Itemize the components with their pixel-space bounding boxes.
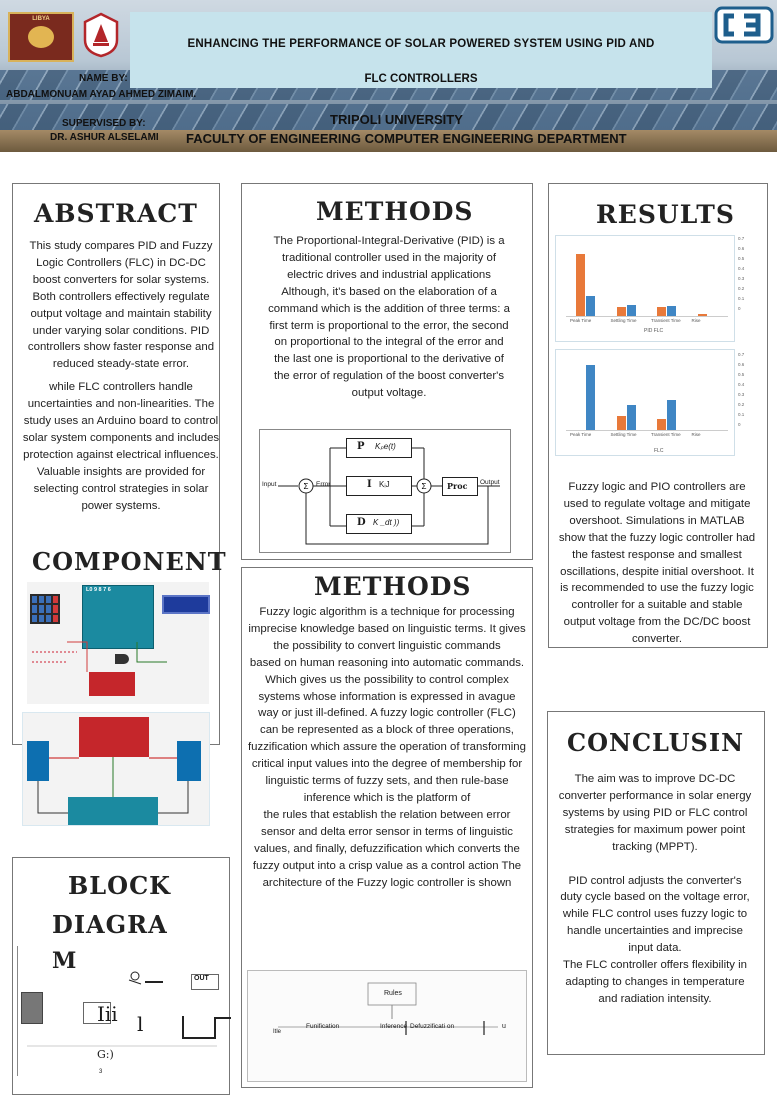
x-tick-label: Transient Time	[651, 318, 681, 323]
block-connectors	[17, 946, 232, 1076]
conclusion-heading: CONCLUSIN	[567, 728, 745, 757]
y-tick-label: 0.7	[738, 236, 745, 241]
d-block	[346, 514, 412, 534]
circuit-wiring-image	[22, 712, 210, 826]
three-label: 3	[99, 1069, 103, 1075]
bar-flc-0	[586, 296, 595, 316]
university-name: TRIPOLI UNIVERSITY	[330, 112, 463, 127]
sum-symbol-1: Σ	[303, 482, 309, 491]
name-by-label: NAME BY:	[79, 73, 128, 84]
bar-flc-1	[627, 305, 636, 316]
university-logo	[82, 12, 120, 58]
p-term: Kₚe(t)	[375, 442, 396, 451]
results-heading: RESULTS	[596, 200, 735, 229]
fuzzy-input-label: Itle	[273, 1029, 282, 1035]
block-diagram-figure	[17, 946, 219, 1076]
methods-heading-1: METHODS	[316, 197, 474, 226]
process-block	[442, 477, 478, 496]
y-tick-label: 0.2	[738, 402, 745, 407]
arduino-components-image	[27, 582, 209, 704]
abstract-paragraph-2: while FLC controllers handle uncertainties and non-linearities. The study uses an Arduino board to control solar system components and includes protection against electrical influences.	[22, 381, 220, 461]
p-block	[346, 438, 412, 458]
bar-flc-2	[667, 400, 676, 430]
x-tick-label: Rise	[691, 432, 701, 437]
error-label: Error	[316, 481, 331, 488]
x-tick-label: Settling Time	[610, 318, 637, 323]
methods-heading-2: METHODS	[314, 572, 472, 601]
x-axis-line	[566, 430, 728, 431]
wiring	[23, 713, 209, 825]
poster-title: ENHANCING THE PERFORMANCE OF SOLAR POWERED SYSTEM USING PID AND	[187, 38, 655, 50]
g-label: G:)	[97, 1048, 114, 1061]
y-tick-label: 0.4	[738, 382, 745, 387]
methods-pid-text: The Proportional-Integral-Derivative (PID) is a traditional controller used in the majority of electric drives and industrial applications Although, it's based on the elaboration of a command which is the addition of three terms: a first term is proportional to the error, the second on proportional to the integral of the error and the last one is proportional to the derivative of the error of regulation of the boost converter's output voltage.	[268, 235, 510, 400]
chart-1-y-axis	[738, 236, 752, 316]
abstract-paragraph-1: This study compares PID and Fuzzy Logic Controllers (FLC) in DC-DC boost converters for solar systems. Both controllers effectively regulate output voltage and maintain stability under varying solar conditions. PID controllers show faster response and reduced steady-state error.	[27, 240, 215, 371]
libya-emblem-logo	[8, 12, 74, 62]
conclusion-paragraph-2: PID control adjusts the converter's duty cycle based on the voltage error, while FLC control uses fuzzy logic to handle uncertainties and imprecise input data.	[560, 874, 750, 955]
conclusion-paragraph-1: The aim was to improve DC-DC converter performance in solar energy systems by using PID or FLC control strategies for maximum power point tracking (MPPT).	[558, 773, 752, 853]
block-heading-line1: BLOCK	[68, 871, 172, 900]
chart-1-plot	[556, 236, 734, 341]
chart-1-legend: PID FLC	[644, 328, 664, 334]
x-tick-label: Rise	[691, 318, 701, 323]
fuzzy-output-label: u	[502, 1023, 506, 1030]
iii-label: Iii	[97, 1002, 118, 1026]
fuzzy-paragraph-3: the rules that establish the relation between error sensor and delta error sensor in terms of linguistic values, and finally, defuzzification which converts the	[254, 808, 520, 855]
author-name: ABDALMONUAM AYAD AHMED ZIMAIM.	[6, 89, 197, 100]
x-tick-label: Settling Time	[610, 432, 637, 437]
faculty-name: FACULTY OF ENGINEERING COMPUTER ENGINEERING DEPARTMENT	[186, 131, 627, 146]
y-tick-label: 0.1	[738, 412, 745, 417]
fuzzification-label: Funification	[306, 1023, 340, 1030]
d-term: K _dt ))	[373, 518, 400, 527]
x-tick-label: Transient Time	[651, 432, 681, 437]
logo-text: LIBYA	[32, 16, 50, 22]
x-tick-label: Peak Time	[570, 432, 592, 437]
inference-label: Inference	[380, 1023, 408, 1030]
fuzzy-paragraph-2: based on human reasoning into automatic commands. Which gives us the possibility to control complex systems whose information is expressed in avague way or just ill-defined. A fuzzy logic controller (FLC) can be represented as a block of three operations, fuzzification which assure the operation of transforming critical input values into the degree of membership for linguistic terms of fuzzy sets, and then rule-base inference which is the platform of	[248, 656, 526, 804]
pid-block-diagram	[259, 429, 511, 553]
fuzzy-paragraph-1: Fuzzy logic algorithm is a technique for processing imprecise knowledge based on linguistic terms. It gives the possibility to convert linguistic commands	[248, 606, 526, 652]
d-label: D	[357, 517, 366, 528]
x-tick-label: Peak Time	[570, 318, 592, 323]
supervisor-name: DR. ASHUR ALSELAMI	[50, 132, 159, 143]
i-term: KᵢJ	[379, 480, 390, 489]
y-tick-label: 0.7	[738, 352, 745, 357]
conclusion-text	[558, 771, 752, 1008]
defuzzification-label: Defuzzificati on	[410, 1023, 455, 1030]
y-tick-label: 0.6	[738, 246, 745, 251]
y-tick-label: 0.2	[738, 286, 745, 291]
y-tick-label: 0	[738, 306, 741, 311]
y-tick-label: 0.5	[738, 372, 745, 377]
y-tick-label: 0.4	[738, 266, 745, 271]
y-tick-label: 0.1	[738, 296, 745, 301]
bar-flc-2	[667, 306, 676, 316]
chart-2-y-axis	[738, 352, 752, 432]
sum-symbol-2: Σ	[421, 482, 427, 491]
component-heading: COMPONENT	[32, 547, 227, 576]
x-axis-line	[566, 316, 728, 317]
abstract-heading: ABSTRACT	[34, 199, 198, 228]
y-tick-label: 0.3	[738, 276, 745, 281]
bar-pid-1	[617, 307, 626, 316]
output-label: Output	[480, 479, 500, 486]
board-label: L0 9 8 7 6	[86, 587, 111, 593]
abstract-text	[22, 238, 220, 515]
conclusion-paragraph-3: The FLC controller offers flexibility in adapting to changes in temperature and radiation intensity.	[562, 959, 747, 1005]
bar-pid-2	[657, 419, 666, 430]
block-heading-line2: DIAGRA	[52, 910, 168, 939]
bar-flc-1	[627, 405, 636, 430]
chart-2-legend: FLC	[654, 448, 664, 454]
wires	[27, 582, 209, 704]
results-chart-1	[555, 235, 735, 342]
results-chart-2	[555, 349, 735, 456]
p-label: P	[357, 441, 365, 452]
y-tick-label: 0.6	[738, 362, 745, 367]
fuzzy-paragraph-4: fuzzy output into a crisp value as a control action The architecture of the Fuzzy logic controller is shown	[252, 859, 522, 889]
y-tick-label: 0.5	[738, 256, 745, 261]
bar-flc-0	[586, 365, 595, 430]
out-label: OUT	[194, 975, 209, 982]
bar-pid-0	[576, 254, 585, 316]
poster-title-line2: FLC CONTROLLERS	[364, 73, 478, 85]
bar-pid-1	[617, 416, 626, 430]
y-tick-label: 0.3	[738, 392, 745, 397]
methods-fuzzy-text	[248, 604, 526, 891]
abstract-paragraph-3: Valuable insights are provided for selecting control strategies in solar power systems.	[33, 465, 209, 512]
supervised-by-label: SUPERVISED BY:	[62, 118, 146, 129]
block-heading-line3: M	[52, 948, 78, 974]
i-block	[346, 476, 412, 496]
results-text: Fuzzy logic and PIO controllers are used to regulate voltage and mitigate overshoot. Simulations in MATLAB show that the fuzzy logic controller had the fastest response and smallest oscillations, despite initial overshoot. It is recommended to use the fuzzy logic controller for a suitable and stable output voltage from the DC/DC boost converter.	[558, 481, 756, 646]
input-label: Input	[262, 481, 277, 488]
bar-pid-2	[657, 307, 666, 316]
chart-2-plot	[556, 350, 734, 455]
y-tick-label: 0	[738, 422, 741, 427]
process-label: Proc	[447, 481, 468, 491]
i-label: I	[367, 479, 372, 490]
fuzzy-architecture-diagram	[247, 970, 527, 1082]
l-label: l	[137, 1012, 144, 1036]
department-logo	[714, 6, 774, 44]
rules-label: Rules	[384, 990, 402, 997]
